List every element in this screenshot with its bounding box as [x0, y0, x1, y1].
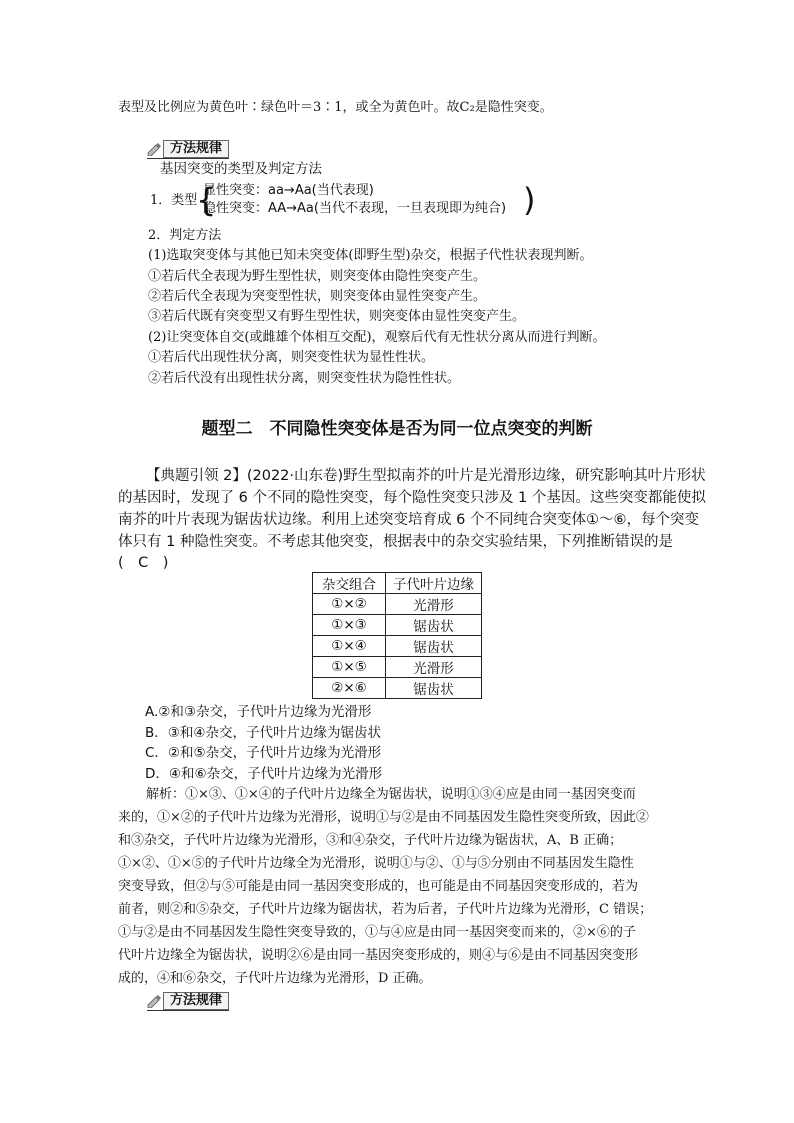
method-badge [147, 992, 229, 1011]
analysis-line: 代叶片边缘全为锯齿状，说明②⑥是由同一基因突变形成的，则④与⑥是由不同基因突变形 [118, 948, 639, 963]
table-cell: ①×② [313, 594, 386, 615]
pencil-icon [147, 994, 161, 1008]
table-row [313, 657, 482, 678]
table-row [313, 678, 482, 699]
method-badge-label: 方法规律 [163, 140, 229, 158]
dominant-mutation: 显性突变：aa→Aa(当代表现) [203, 183, 374, 198]
judge-line: ①若后代出现性状分离，则突变性状为显性性状。 [148, 350, 435, 365]
analysis-line: ①与②是由不同基因发生隐性突变导致的，①与④应是由同一基因突变而来的，②×⑥的子 [118, 925, 636, 940]
option-d: D．④和⑥杂交，子代叶片边缘为光滑形 [145, 766, 383, 782]
method-badge [147, 140, 229, 159]
judge-line: ②若后代没有出现性状分离，则突变性状为隐性性状。 [148, 371, 461, 386]
table-cell: ①×④ [313, 636, 386, 657]
table-cell: ①×⑤ [313, 657, 386, 678]
judge-line: (1)选取突变体与其他已知未突变体(即野生型)杂交，根据子代性状表现判断。 [148, 248, 593, 263]
table-cell: ②×⑥ [313, 678, 386, 699]
table-header: 子代叶片边缘 [386, 573, 482, 594]
recessive-mutation: 隐性突变：AA→Aa(当代不表现，一旦表现即为纯合) [203, 201, 507, 216]
judge-line: ②若后代全表现为突变型性状，则突变体由显性突变产生。 [148, 289, 487, 304]
analysis-line: 和③杂交，子代叶片边缘为光滑形，③和④杂交，子代叶片边缘为锯齿状，A、B 正确； [118, 833, 623, 848]
cross-table [312, 572, 482, 699]
table-header-row [313, 573, 482, 594]
judge-line: ①若后代全表现为野生型性状，则突变体由隐性突变产生。 [148, 269, 487, 284]
table-cell: 锯齿状 [386, 615, 482, 636]
method-badge-label: 方法规律 [163, 992, 229, 1010]
analysis-line: 前者，则②和⑤杂交，子代叶片边缘为锯齿状，若为后者，子代叶片边缘为光滑形，C 错误； [118, 902, 653, 917]
option-b: B．③和④杂交，子代叶片边缘为锯齿状 [145, 725, 381, 741]
judge-line: ③若后代既有突变型又有野生型性状，则突变体由显性突变产生。 [148, 309, 526, 324]
table-cell: 光滑形 [386, 594, 482, 615]
judge-heading: 2．判定方法 [148, 228, 222, 243]
section-heading: 基因突变的类型及判定方法 [160, 161, 322, 177]
analysis-line: ①×②、①×⑤的子代叶片边缘全为光滑形，说明①与②、①与⑤分别由不同基因发生隐性 [118, 856, 634, 871]
question-line: 【典题引领 2】(2022·山东卷)野生型拟南芥的叶片是光滑形边缘，研究影响其叶片形状 [146, 468, 706, 484]
option-a: A.②和③杂交，子代叶片边缘为光滑形 [145, 704, 372, 720]
pencil-icon [147, 142, 161, 156]
question-line: 体只有 1 种隐性突变。不考虑其他突变，根据表中的杂交实验结果，下列推断错误的是 [118, 534, 673, 550]
table-row [313, 636, 482, 657]
table-row [313, 594, 482, 615]
left-brace: { [196, 181, 217, 219]
answer-bracket: ( C ) [118, 555, 169, 571]
question-line: 南芥的叶片表现为锯齿状边缘。利用上述突变培育成 6 个不同纯合突变体①～⑥，每个突变 [118, 512, 699, 528]
table-cell: 锯齿状 [386, 678, 482, 699]
table-row [313, 615, 482, 636]
question-line: 的基因时，发现了 6 个不同的隐性突变，每个隐性突变只涉及 1 个基因。这些突变都能使拟 [118, 490, 706, 506]
analysis-line: 来的，①×②的子代叶片边缘为光滑形，说明①与②是由不同基因发生隐性突变所致，因此② [118, 810, 649, 825]
table-cell: 锯齿状 [386, 636, 482, 657]
table-cell: ①×③ [313, 615, 386, 636]
analysis-line: 解析：①×③、①×④的子代叶片边缘全为锯齿状，说明①③④应是由同一基因突变而 [146, 787, 636, 802]
analysis-line: 成的，④和⑥杂交，子代叶片边缘为光滑形，D 正确。 [118, 971, 432, 986]
analysis-line: 突变导致，但②与⑤可能是由同一基因突变形成的，也可能是由不同基因突变形成的，若为 [118, 879, 639, 894]
right-brace: ) [523, 181, 536, 219]
table-header: 杂交组合 [313, 573, 386, 594]
judge-line: (2)让突变体自交(或雌雄个体相互交配)，观察后代有无性状分离从而进行判断。 [148, 330, 606, 345]
section-title: 题型二 不同隐性突变体是否为同一位点突变的判断 [201, 419, 593, 439]
continued-text: 表型及比例应为黄色叶∶绿色叶＝3∶1，或全为黄色叶。故C₂是隐性突变。 [118, 100, 553, 115]
type-label: 1．类型 [150, 193, 198, 208]
table-cell: 光滑形 [386, 657, 482, 678]
option-c: C．②和⑤杂交，子代叶片边缘为光滑形 [145, 745, 382, 761]
